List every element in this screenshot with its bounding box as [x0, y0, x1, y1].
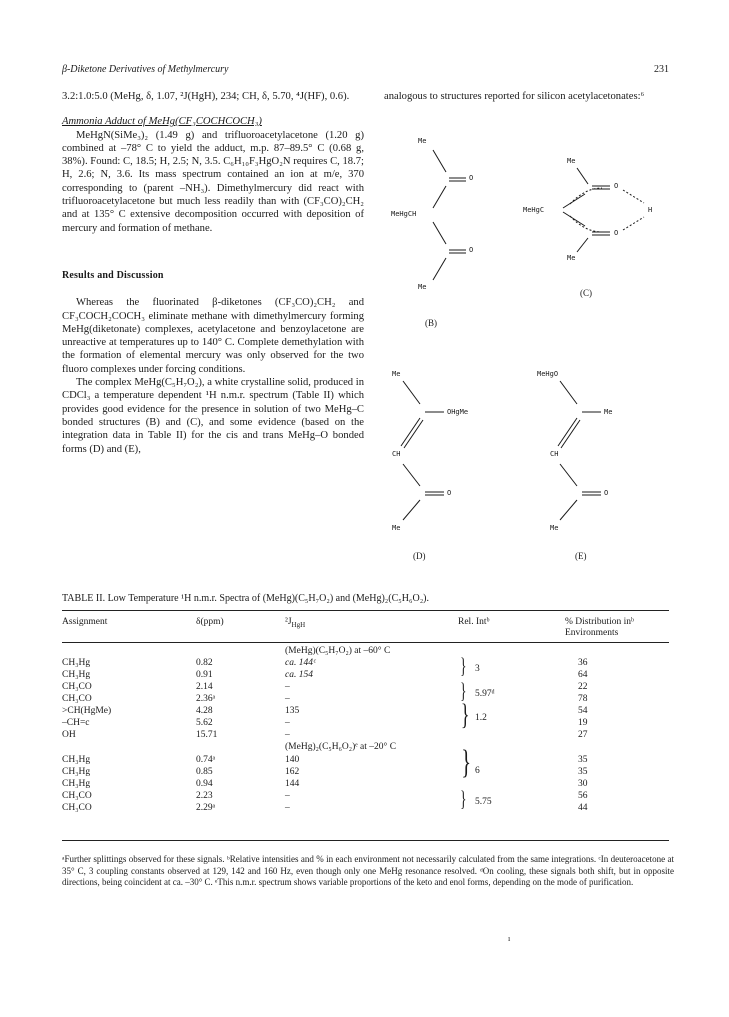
struct-e-me-right: Me [604, 408, 613, 416]
struct-b-center: MeHgCH [391, 210, 417, 218]
table-cell: 56 [578, 791, 588, 801]
table-cell: 35 [578, 767, 588, 777]
struct-c-h: H [648, 206, 653, 214]
struct-b-o1: O [469, 174, 474, 182]
group2-heading: (MeHg)₂(C₅H₆O₂)ᵉ at –20° C [285, 742, 397, 752]
rel-int-value: 5.97ᵈ [475, 689, 495, 699]
rel-int-value: 5.75 [475, 797, 492, 807]
table-cell: – [285, 694, 290, 704]
table-cell: – [285, 803, 290, 813]
table-cell: CH₃CO [62, 791, 92, 801]
struct-c-o2: O [614, 229, 619, 237]
table-cell: – [285, 791, 290, 801]
left-paragraph-2: MeHgN(SiMe₃)₂ (1.49 g) and trifluoroacetylacetone (1.20 g) combined at –78° C to yield the adduct, m.p. 87–89.5° C (0.68 g, 38%). Found: C, 18.5; H, 2.5; N, 3.5. C₆H₁₀F₃HgO₂N requires C, 18.7; H, 2.6; N, 3.6. Its mass spectrum contained an ion at m/e, 370 corresponding to (parent –NH₃). Dimethylmercury did react with trifluoroacetylacetone but much less readily than with (CF₃CO)₂CH₂ and at 135° C extensive decomposition occurred with deposition of mercury and formation of methane. [62, 129, 364, 234]
table-cell: 2.29ᵃ [196, 803, 216, 813]
struct-d-o: O [447, 489, 452, 497]
brace: } [460, 678, 467, 703]
table-cell: 36 [578, 658, 588, 668]
struct-b-bottom-me: Me [418, 283, 427, 291]
bond-c-6 [563, 212, 585, 226]
struct-d-caption: (D) [413, 551, 426, 561]
bond-c-5 [570, 188, 602, 204]
table-cell: >CH(HgMe) [62, 706, 112, 716]
table-cell: CH₃Hg [62, 658, 91, 668]
table-cell: CH₃Hg [62, 755, 91, 765]
bond-e-5 [560, 464, 577, 486]
struct-c-bottom-me: Me [567, 254, 576, 262]
bond-e-3 [558, 418, 577, 446]
bond-d-5 [403, 464, 420, 486]
table-cell: 144 [285, 779, 300, 789]
left-paragraph-4: The complex MeHg(C₅H₇O₂), a white crystalline solid, produced in CDCl₃ a temperature dependent ¹H n.m.r. spectrum (Table II) which provides good evidence for the presence in solution of two MeHg–C bonded structures (B) and (C), and some evidence (based on the integration data in Table II) for the cis and trans MeHg–O bonded forms (D) and (E), [62, 377, 364, 455]
left-paragraph-3: Whereas the fluorinated β-diketones (CF₃CO)₂CH₂ and CF₃COCH₂COCH₃ eliminate methane with dimethylmercury forming MeHg(diketonate) complexes, acetylacetone and benzoylacetone are unreactive at temperatures up to 140° C. Complete demethylation with the formation of elemental mercury was only observed for the two fluoro complexes under forcing conditions. [62, 297, 364, 375]
table-cell: CH₃CO [62, 694, 92, 704]
table-cell: 64 [578, 670, 588, 680]
brace: } [460, 653, 467, 678]
rel-int-value: 6 [475, 766, 480, 776]
stray-mark: ı [508, 934, 511, 943]
table-cell: 54 [578, 706, 588, 716]
bond-c-11 [623, 217, 644, 230]
table-cell: 135 [285, 706, 300, 716]
table-cell: – [285, 682, 290, 692]
struct-e-bottom-me: Me [550, 524, 559, 532]
table-cell: OH [62, 730, 76, 740]
table-footnotes: ᵃFurther splittings observed for these signals. ᵇRelative intensities and % in each environment not necessarily calculated from the same integrations. ᶜIn deuteroacetone at 35° C, 3 coupling constants observed at 129, 142 and 160 Hz, even though only one MeHg resonance resolved. ᵈOn cooling, these signals both shift, but in opposite directions, being coincident at ca. –30° C. ᵉThis n.m.r. spectrum shows variable proportions of the keto and enol forms, depending on the mode of purification. [62, 854, 674, 887]
struct-b-top-me: Me [418, 137, 427, 145]
group1-heading: (MeHg)(C₅H₇O₂) at –60° C [285, 646, 391, 656]
table-cell: CH₃Hg [62, 670, 91, 680]
table-cell: 2.36ᵃ [196, 694, 216, 704]
struct-b-caption: (B) [425, 318, 437, 328]
bond-d-1 [403, 381, 420, 404]
struct-e-top: MeHgO [537, 370, 559, 378]
table-cell: ca. 154 [285, 670, 313, 680]
brace: } [460, 698, 470, 731]
brace: } [460, 786, 467, 811]
table-cell: 2.23 [196, 791, 213, 801]
bond-c-12 [577, 238, 588, 252]
table-cell: 35 [578, 755, 588, 765]
bond-d-8 [403, 500, 420, 520]
table-cell: 22 [578, 682, 588, 692]
bond-b-8 [433, 258, 446, 280]
table-cell: ca. 144ᶜ [285, 658, 316, 668]
table-header-rule [62, 642, 669, 643]
results-heading: Results and Discussion [62, 269, 164, 281]
struct-c-caption: (C) [580, 288, 592, 298]
right-column-intro: analogous to structures reported for silicon acetylacetonates:⁶ [384, 91, 645, 102]
table-cell: – [285, 730, 290, 740]
table-cell: 0.82 [196, 658, 213, 668]
table-cell: CH₃Hg [62, 779, 91, 789]
rel-int-value: 1.2 [475, 713, 487, 723]
table-cell: 0.91 [196, 670, 213, 680]
col-header-delta: δ(ppm) [196, 617, 224, 627]
brace: } [461, 744, 472, 781]
struct-e-ch: CH [550, 450, 559, 458]
table-bottom-rule [62, 840, 669, 841]
table-cell: 2.14 [196, 682, 213, 692]
struct-d-bottom-me: Me [392, 524, 401, 532]
table-cell: 30 [578, 779, 588, 789]
table-top-rule [62, 610, 669, 611]
bond-b-1 [433, 150, 446, 172]
section-title-ammonia-adduct: Ammonia Adduct of MeHg(CF₃COCHCOCH₃) [62, 116, 262, 128]
struct-d-ch: CH [392, 450, 401, 458]
bond-c-4 [563, 194, 585, 208]
running-head: β-Diketone Derivatives of Methylmercury [62, 64, 229, 75]
table-cell: CH₃CO [62, 682, 92, 692]
bond-b-5 [433, 222, 446, 244]
table-cell: 5.62 [196, 718, 213, 728]
table-cell: 4.28 [196, 706, 213, 716]
table-cell: –CH=c [62, 718, 90, 728]
left-paragraph-1: 3.2:1.0:5.0 (MeHg, δ, 1.07, ²J(HgH), 234; CH, δ, 5.70, ⁴J(HF), 0.6). [62, 91, 350, 102]
table-cell: 0.74ᵃ [196, 755, 216, 765]
table-cell: 15.71 [196, 730, 218, 740]
col-header-rel-int: Rel. Intᵇ [458, 617, 490, 627]
bond-c-10 [623, 190, 644, 203]
rel-int-value: 3 [475, 664, 480, 674]
bond-c-1 [577, 168, 588, 184]
table-cell: 78 [578, 694, 588, 704]
col-header-coupling: $^2J_{HgH}$ [285, 617, 306, 629]
table-cell: 0.85 [196, 767, 213, 777]
struct-b-o2: O [469, 246, 474, 254]
bond-c-7 [570, 216, 602, 232]
bond-e-4 [561, 420, 580, 448]
struct-d-top-me: Me [392, 370, 401, 378]
table-cell: 27 [578, 730, 588, 740]
table-title: TABLE II. Low Temperature ¹H n.m.r. Spectra of (MeHg)(C₅H₇O₂) and (MeHg)₂(C₅H₆O₂). [62, 593, 430, 604]
bond-b-4 [433, 186, 446, 208]
bond-e-8 [560, 500, 577, 520]
table-cell: – [285, 718, 290, 728]
struct-c-top-me: Me [567, 157, 576, 165]
bond-d-3 [401, 418, 420, 446]
table-cell: 19 [578, 718, 588, 728]
struct-c-center: MeHgC [523, 206, 545, 214]
struct-e-caption: (E) [575, 551, 587, 561]
col-header-distribution: % Distribution inᵇ Environments [565, 617, 634, 638]
table-cell: 44 [578, 803, 588, 813]
table-cell: 162 [285, 767, 300, 777]
table-cell: 0.94 [196, 779, 213, 789]
page-number: 231 [654, 64, 669, 75]
bond-e-1 [560, 381, 577, 404]
table-cell: CH₃Hg [62, 767, 91, 777]
struct-d-ohgme: OHgMe [447, 408, 469, 416]
table-cell: 140 [285, 755, 300, 765]
bond-d-4 [404, 420, 423, 448]
table-cell: CH₃CO [62, 803, 92, 813]
struct-c-o1: O [614, 182, 619, 190]
col-header-assignment: Assignment [62, 617, 108, 627]
struct-e-o: O [604, 489, 609, 497]
